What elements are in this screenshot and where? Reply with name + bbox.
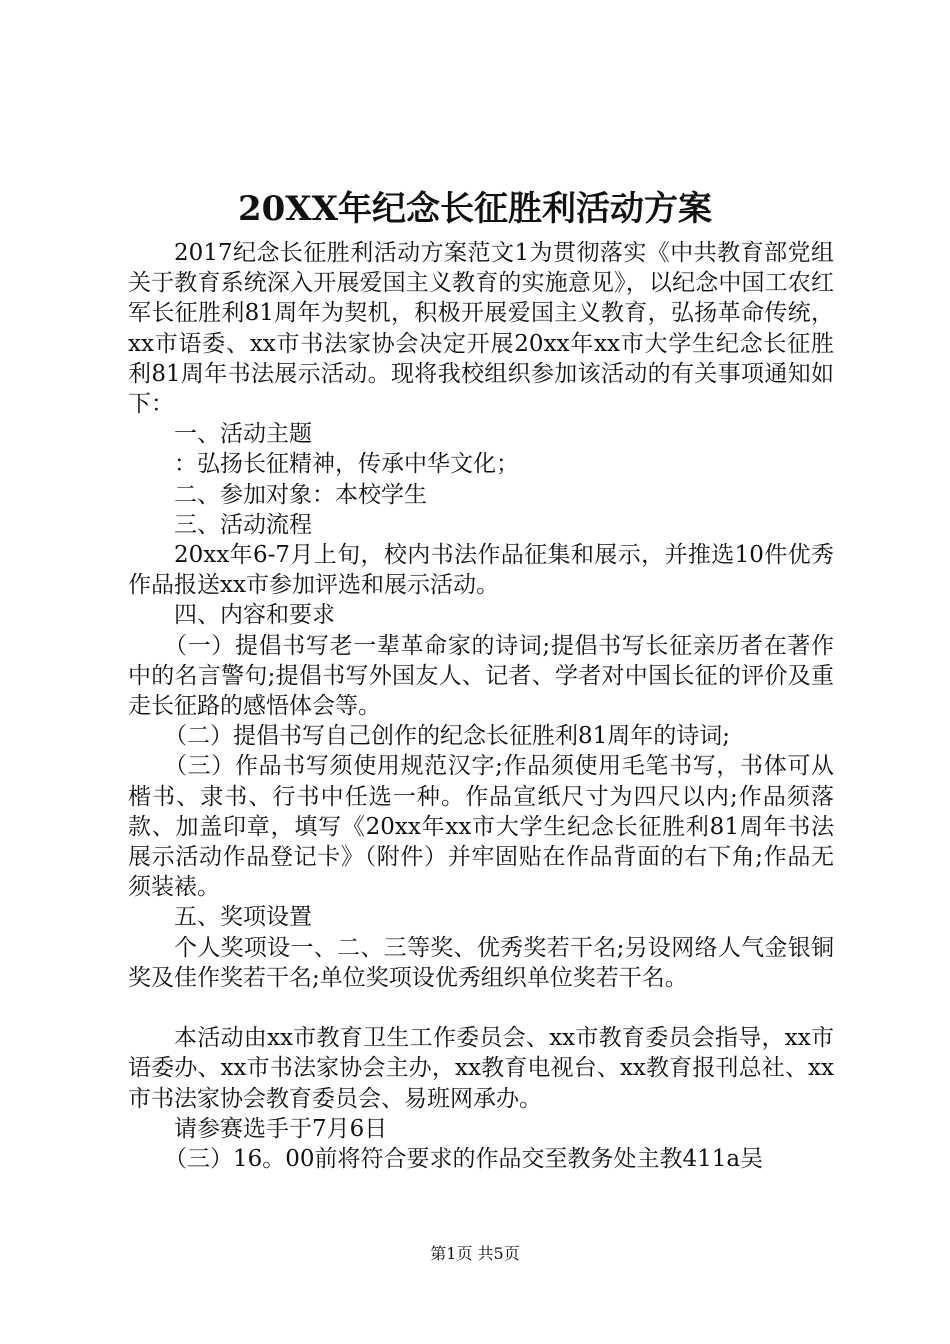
document-body: [128, 238, 834, 1174]
paragraph-organizers: 本活动由xx市教育卫生工作委员会、xx市教育委员会指导，xx市语委办、xx市书法家协会主办，xx教育电视台、xx教育报刊总社、xx市书法家协会教育委员会、易班网承办。: [128, 1025, 834, 1112]
heading-awards: 五、奖项设置: [174, 904, 312, 931]
paragraph-submission-date: 请参赛选手于7月6日: [174, 1115, 388, 1142]
heading-requirements: 四、内容和要求: [174, 602, 335, 629]
paragraph-process: 20xx年6-7月上旬，校内书法作品征集和展示，并推选10件优秀作品报送xx市参加评选和展示活动。: [128, 542, 834, 599]
heading-participants: 二、参加对象：本校学生: [174, 481, 427, 508]
document-title: 20XX年纪念长征胜利活动方案: [237, 189, 713, 229]
paragraph-submission-detail: （三）16。00前将符合要求的作品交至教务处主教411a吴: [164, 1146, 764, 1173]
paragraph-awards: 个人奖项设一、二、三等奖、优秀奖若干名;另设网络人气金银铜奖及佳作奖若干名;单位奖项设优秀组织单位奖若干名。: [128, 934, 834, 991]
heading-process: 三、活动流程: [174, 511, 312, 538]
page-footer: 第1页 共5页: [430, 1244, 520, 1263]
blank-line: [128, 993, 834, 1023]
paragraph-requirement-2: （二）提倡书写自己创作的纪念长征胜利81周年的诗词;: [164, 723, 731, 750]
heading-activity-theme: 一、活动主题: [174, 421, 312, 448]
paragraph-requirement-1: （一）提倡书写老一辈革命家的诗词;提倡书写长征亲历者在著作中的名言警句;提倡书写外国友人、记者、学者对中国长征的评价及重走长征路的感悟体会等。: [128, 632, 834, 720]
paragraph-theme: ：弘扬长征精神，传承中华文化；: [174, 451, 519, 478]
paragraph-requirement-3: （三）作品书写须使用规范汉字;作品须使用毛笔书写，书体可从楷书、隶书、行书中任选一种。作品宣纸尺寸为四尺以内;作品须落款、加盖印章，填写《20xx年xx市大学生纪念长征胜利81周年书法展示活动作品登记卡》（附件）并牢固贴在作品背面的右下角;作品无须装裱。: [128, 753, 834, 901]
paragraph-intro: 2017纪念长征胜利活动方案范文1为贯彻落实《中共教育部党组关于教育系统深入开展爱国主义教育的实施意见》，以纪念中国工农红军长征胜利81周年为契机，积极开展爱国主义教育，弘扬革命传统，xx市语委、xx市书法家协会决定开展20xx年xx市大学生纪念长征胜利81周年书法展示活动。现将我校组织参加该活动的有关事项通知如下：: [128, 240, 834, 418]
